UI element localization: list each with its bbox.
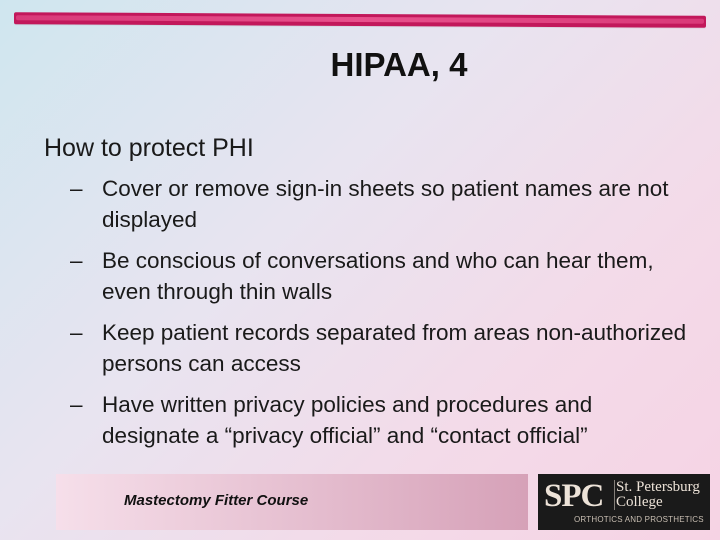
slide-footer <box>0 474 720 530</box>
slide-content <box>44 134 694 461</box>
logo-abbrev: SPC <box>544 478 604 514</box>
content-heading: How to protect PHI <box>44 134 254 162</box>
logo-name-line1: St. Petersburg <box>616 479 700 495</box>
logo-name-line2: College <box>616 494 663 510</box>
bullet-text: Cover or remove sign-in sheets so patient names are not displayed <box>102 176 669 232</box>
bullet-item <box>70 245 694 307</box>
spc-logo <box>538 474 710 530</box>
logo-divider <box>614 480 615 510</box>
footer-course-band <box>56 474 528 530</box>
bullet-list <box>44 173 694 451</box>
bullet-item <box>70 317 694 379</box>
logo-subtitle: ORTHOTICS AND PROSTHETICS <box>574 515 704 524</box>
bullet-text: Keep patient records separated from areas non-authorized persons can access <box>102 320 687 376</box>
bullet-dash: – <box>70 176 83 201</box>
bullet-dash: – <box>70 320 83 345</box>
bullet-dash: – <box>70 392 83 417</box>
bullet-item <box>70 389 694 451</box>
bullet-item <box>70 173 694 235</box>
course-name: Mastectomy Fitter Course <box>124 492 309 509</box>
bullet-text: Be conscious of conversations and who can hear them, even through thin walls <box>102 248 654 304</box>
bullet-dash: – <box>70 248 83 273</box>
bullet-text: Have written privacy policies and procedures and designate a “privacy official” and “contact official” <box>102 392 593 448</box>
slide-title: HIPAA, 4 <box>330 46 468 83</box>
title-accent-bar <box>14 12 706 28</box>
